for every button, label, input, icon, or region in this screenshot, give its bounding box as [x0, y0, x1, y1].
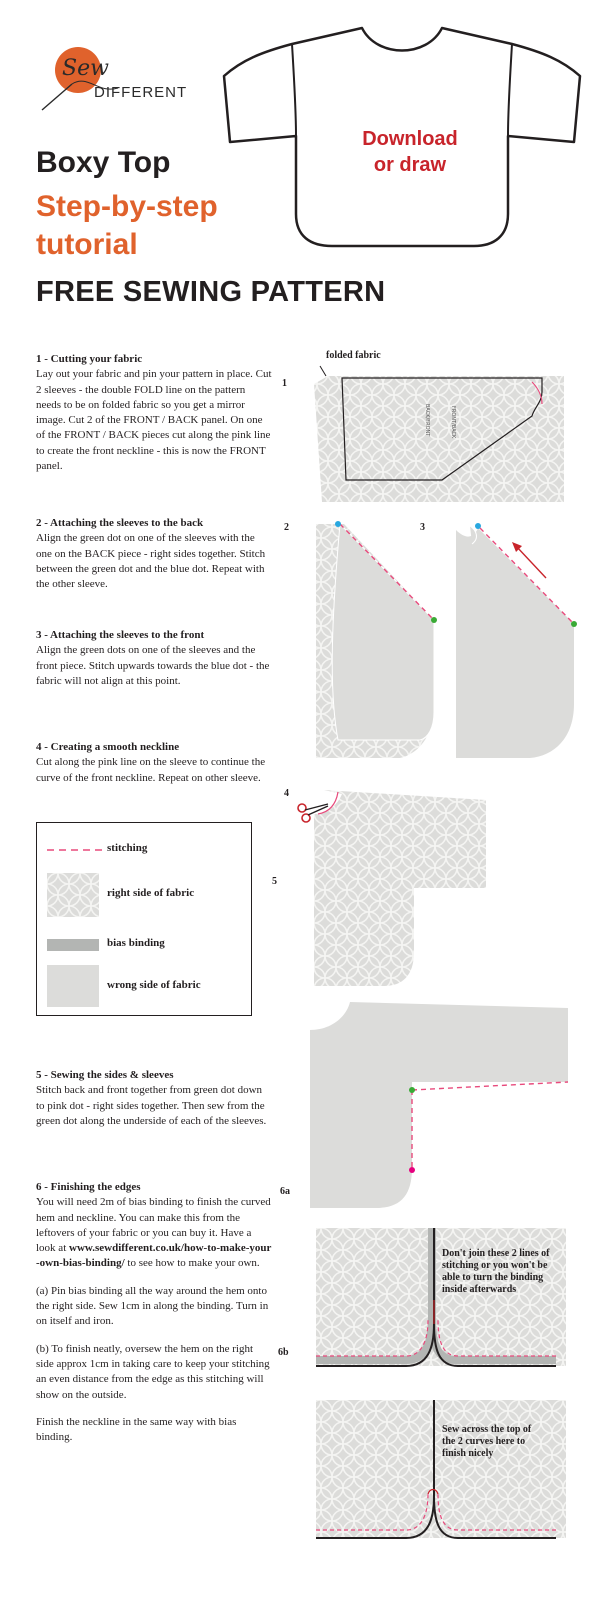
figure-5-label: 5 [272, 876, 277, 887]
tshirt-illustration [212, 18, 592, 258]
svg-text:FRONT/BACK: FRONT/BACK [450, 406, 456, 439]
blue-dot-icon [335, 521, 341, 527]
step-6-body [36, 1195, 272, 1271]
figure-2-back-sleeve [310, 516, 440, 766]
subtitle-line-2: tutorial [36, 228, 138, 261]
figure-5-sides [300, 1000, 570, 1220]
step-6 [36, 1180, 272, 1445]
step-5-body: Stitch back and front together from green dot down to pink dot - right sides together. Then sew from the green dot along the underside of each of the sleeves. [36, 1084, 267, 1127]
step-4 [36, 740, 272, 786]
step-6-para-a: (a) Pin bias binding all the way around the hem onto the right side. Sew 1cm in along the binding. Turn in on itself and iron. [36, 1284, 269, 1328]
step-5-heading: 5 - Sewing the sides & sleeves [36, 1069, 174, 1081]
figure-4-neckline [292, 780, 562, 1000]
figure-3-front-sleeve [450, 516, 590, 766]
download-callout [320, 126, 500, 178]
step-6-para-c: Finish the neckline in the same way with bias binding. [36, 1415, 237, 1444]
legend-bias-label: bias binding [107, 937, 165, 949]
figure-1-label: 1 [282, 378, 287, 389]
logo-word-sew: Sew [62, 56, 109, 81]
step-3 [36, 628, 272, 689]
step-4-heading: 4 - Creating a smooth neckline [36, 741, 180, 753]
green-dot-icon [571, 621, 577, 627]
legend-right-side-swatch [47, 873, 99, 917]
figure-4-label: 4 [284, 788, 289, 799]
legend-wrong-side-swatch [47, 965, 99, 1007]
legend-stitching-label: stitching [107, 842, 148, 854]
bias-binding-link[interactable]: www.sewdifferent.co.uk/how-to-make-your-own-bias-binding/ [36, 1242, 272, 1270]
legend-wrong-side-label: wrong side of fabric [107, 979, 201, 991]
figure-2-label: 2 [284, 522, 289, 533]
figure-6b-label: 6b [278, 1347, 289, 1358]
step-2 [36, 516, 272, 592]
legend-bias-swatch [47, 939, 99, 951]
step-6-heading: 6 - Finishing the edges [36, 1181, 141, 1193]
step-1-heading: 1 - Cutting your fabric [36, 353, 143, 365]
step-4-body: Cut along the pink line on the sleeve to continue the curve of the front neckline. Repeat on other sleeve. [36, 756, 266, 784]
step-5 [36, 1068, 272, 1129]
callout-line-draw: or draw [373, 154, 447, 176]
step-2-heading: 2 - Attaching the sleeves to the back [36, 517, 204, 529]
step-1-body: Lay out your fabric and pin your pattern in place. Cut 2 sleeves - the double FOLD line on the pattern needs to be on folded fabric so you get a mirror image. Cut 2 of the FRONT / BACK panel. On one of the FRONT / BACK pieces cut along the pink line to create the front neckline - this is now the FRONT panel. [36, 368, 272, 473]
figure-3-label: 3 [420, 522, 425, 533]
pattern-heading: FREE SEWING PATTERN [36, 276, 386, 308]
step-1 [36, 352, 272, 474]
logo-word-different: DIFFERENT [94, 84, 188, 101]
figure-6a-label: 6a [280, 1186, 290, 1197]
figure-6c-neckline-finish [310, 1400, 568, 1542]
note-do-not-join: Don't join these 2 lines of stitching or you won't be able to turn the binding inside afterwards [442, 1248, 550, 1295]
page-title: Boxy Top [36, 146, 171, 179]
pink-dot-icon [409, 1167, 415, 1173]
note-sew-across: Sew across the top of the 2 curves here to finish nicely [442, 1424, 532, 1459]
legend-stitching-swatch [47, 845, 103, 855]
step-6-body-after: to see how to make your own. [124, 1257, 260, 1270]
callout-line-download: Download [362, 128, 458, 150]
step-3-body: Align the green dots on one of the sleeves and the front piece. Stitch upwards towards the blue dot - the fabric will not align at this point. [36, 644, 270, 687]
figure-1-cutting [306, 362, 566, 504]
logo [28, 44, 188, 114]
legend-right-side-label: right side of fabric [107, 887, 195, 899]
step-3-heading: 3 - Attaching the sleeves to the front [36, 629, 205, 641]
folded-fabric-label: folded fabric [326, 350, 381, 361]
subtitle-line-1: Step-by-step [36, 190, 218, 223]
green-dot-icon [431, 617, 437, 623]
green-dot-icon [409, 1087, 415, 1093]
step-6-body-text: You will need 2m of bias binding to finish the curved hem and neckline. You can make this from the leftovers of your fabric or you can buy it. Have a look at [36, 1196, 271, 1255]
blue-dot-icon [475, 523, 481, 529]
step-6-para-b: (b) To finish neatly, oversew the hem on the right side approx 1cm in taking care to keep your stitching an even distance from the edge as this stitching will show on the outside. [36, 1342, 270, 1401]
step-2-body: Align the green dot on one of the sleeves with the one on the BACK piece - right sides together. Stitch between the green dot and the blue dot. Repeat with the other sleeve. [36, 532, 266, 591]
svg-text:BACK/FRONT: BACK/FRONT [424, 404, 430, 437]
legend [36, 822, 252, 1016]
